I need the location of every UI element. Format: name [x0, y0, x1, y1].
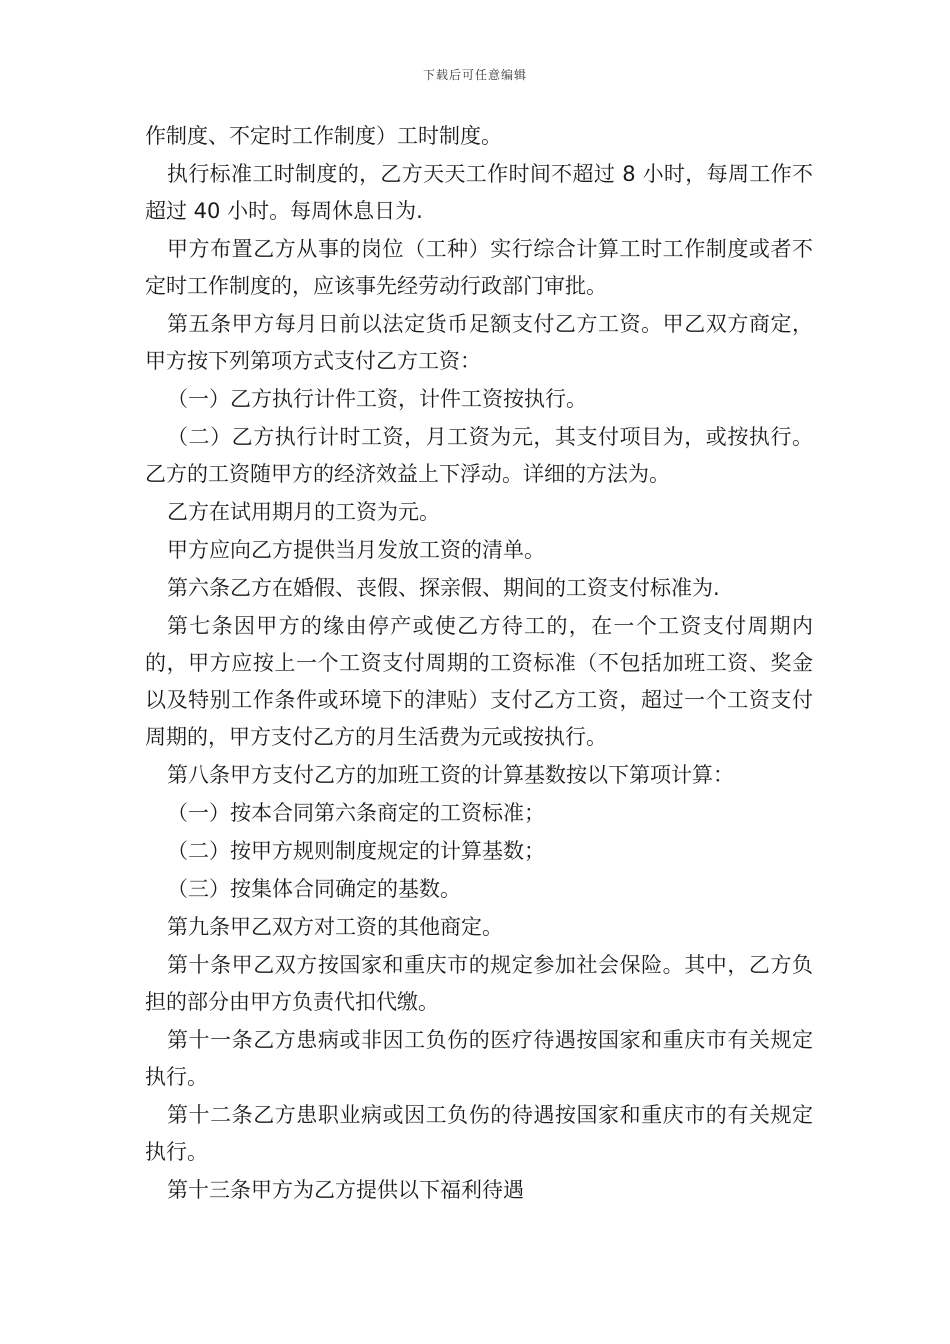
paragraph: 第十一条乙方患病或非因工负伤的医疗待遇按国家和重庆市有关规定执行。	[145, 1028, 813, 1089]
paragraph: 第八条甲方支付乙方的加班工资的计算基数按以下第项计算：	[167, 763, 734, 787]
paragraph: （一）按本合同第六条商定的工资标准；	[167, 801, 545, 825]
paragraph: 执行标准工时制度的，乙方天天工作时间不超过 8 小时，每周工作不超过 40 小时。每周休息日为.	[145, 162, 813, 223]
paragraph: （二）乙方执行计时工资，月工资为元，其支付项目为，或按执行。乙方的工资随甲方的经济效益上下浮动。详细的方法为。	[145, 425, 813, 486]
paragraph: 乙方在试用期月的工资为元。	[167, 500, 440, 524]
paragraph: （三）按集体合同确定的基数。	[167, 877, 461, 901]
paragraph: 作制度、不定时工作制度）工时制度。	[145, 124, 502, 148]
paragraph: 第七条因甲方的缘由停产或使乙方待工的，在一个工资支付周期内的，甲方应按上一个工资支付周期的工资标准（不包括加班工资、奖金以及特别工作条件或环境下的津贴）支付乙方工资，超过一个工资支付周期的，甲方支付乙方的月生活费为元或按执行。	[145, 614, 813, 749]
paragraph: 第十三条甲方为乙方提供以下福利待遇	[167, 1178, 524, 1202]
paragraph: 第十条甲乙双方按国家和重庆市的规定参加社会保险。其中，乙方负担的部分由甲方负责代扣代缴。	[145, 953, 813, 1014]
paragraph: 第九条甲乙双方对工资的其他商定。	[167, 915, 503, 939]
paragraph: 第五条甲方每月日前以法定货币足额支付乙方工资。甲乙双方商定，甲方按下列第项方式支付乙方工资：	[145, 312, 813, 373]
document-body	[145, 118, 813, 1210]
paragraph: 第十二条乙方患职业病或因工负伤的待遇按国家和重庆市的有关规定执行。	[145, 1103, 813, 1164]
paragraph: （二）按甲方规则制度规定的计算基数；	[167, 839, 545, 863]
paragraph: （一）乙方执行计件工资，计件工资按执行。	[167, 387, 587, 411]
paragraph: 甲方应向乙方提供当月发放工资的清单。	[167, 538, 545, 562]
page-header: 下载后可任意编辑	[422, 68, 527, 82]
paragraph: 甲方布置乙方从事的岗位（工种）实行综合计算工时工作制度或者不定时工作制度的，应该事先经劳动行政部门审批。	[145, 237, 813, 298]
paragraph: 第六条乙方在婚假、丧假、探亲假、期间的工资支付标准为.	[167, 576, 720, 600]
